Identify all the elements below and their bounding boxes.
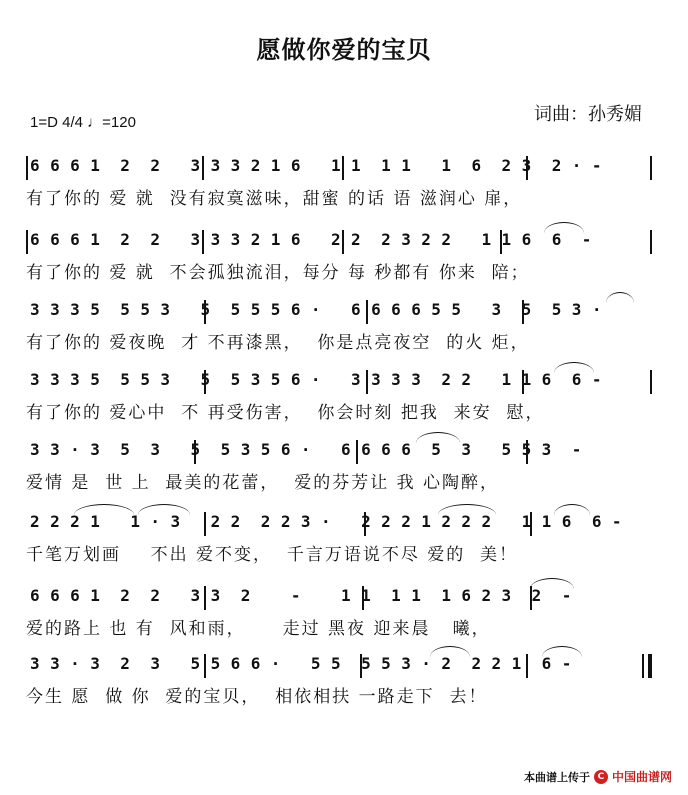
barline <box>500 230 502 254</box>
barline <box>650 370 652 394</box>
barline <box>530 512 532 536</box>
barline <box>202 156 204 180</box>
barline <box>194 440 196 464</box>
barline <box>366 300 368 324</box>
site-name-link[interactable]: 中国曲谱网 <box>611 770 672 784</box>
slur <box>416 432 460 443</box>
barline <box>356 440 358 464</box>
notes-line: 3 3 3 5 5 5 3 5 5 3 5 6 · 3 3 3 3 2 2 1 1 6 6 - <box>30 370 602 389</box>
lyrics-line: 有了你的 爱心中 不 再受伤害， 你会时刻 把我 来安 慰， <box>26 403 545 423</box>
barline <box>364 512 366 536</box>
barline <box>526 440 528 464</box>
score-system-1 <box>26 156 658 212</box>
site-logo-icon: C <box>594 770 608 784</box>
score-system-7 <box>26 586 658 642</box>
slur <box>438 504 496 515</box>
slur <box>542 646 582 657</box>
lyrics-line: 爱情 是 世 上 最美的花蕾， 爱的芬芳让 我 心陶醉， <box>26 473 500 493</box>
notes-line: 6 6 6 1 2 2 3 3 3 2 1 6 2 2 2 3 2 2 1 1 6 6 - <box>30 230 592 249</box>
score-system-4 <box>26 370 658 426</box>
barline <box>204 300 206 324</box>
slur <box>74 504 134 515</box>
barline <box>530 586 532 610</box>
notes-line: 2 2 2 1 1 · 3 2 2 2 2 3 · 2 2 2 1 2 2 2 1 1 6 6 - <box>30 512 622 531</box>
barline <box>204 654 206 678</box>
barline <box>204 512 206 536</box>
barline <box>360 654 362 678</box>
notes-line: 6 6 6 1 2 2 3 3 3 2 1 6 1 1 1 1 1 6 2 3 2 · - <box>30 156 602 175</box>
slur <box>138 504 190 515</box>
barline <box>26 156 28 180</box>
barline <box>362 586 364 610</box>
barline <box>366 370 368 394</box>
score-system-5 <box>26 440 658 496</box>
lyrics-line: 千笔万划画 不出 爱不变， 千言万语说不尽 爱的 美！ <box>26 545 519 565</box>
lyrics-line: 爱的路上 也 有 风和雨， 走过 黑夜 迎来晨 曦， <box>26 619 491 639</box>
barline <box>650 230 652 254</box>
notes-line: 3 3 · 3 2 3 5 5 6 6 · 5 5 5 5 3 · 2 2 2 1 6 - <box>30 654 572 673</box>
barline <box>526 156 528 180</box>
barline <box>202 230 204 254</box>
lyrics-line: 今生 愿 做 你 爱的宝贝， 相依相扶 一路走下 去！ <box>26 687 488 707</box>
lyrics-line: 有了你的 爱夜晚 才 不再漆黑， 你是点亮夜空 的火 炬， <box>26 333 530 353</box>
key-signature: 1=D 4/4 ♩=120 <box>30 114 136 131</box>
barline <box>522 370 524 394</box>
slur <box>530 578 574 589</box>
lyricist-composer-credit: 词曲：孙秀媚 <box>534 104 642 125</box>
barline <box>204 370 206 394</box>
slur <box>606 292 634 303</box>
score-system-3 <box>26 300 658 356</box>
notes-line: 3 3 3 5 5 5 3 5 5 5 5 6 · 6 6 6 6 5 5 3 5 5 3 · <box>30 300 602 319</box>
slur <box>544 222 584 233</box>
slur <box>554 504 590 515</box>
slur <box>554 362 594 373</box>
notes-line: 3 3 · 3 5 3 5 5 3 5 6 · 6 6 6 6 5 3 5 5 3 - <box>30 440 582 459</box>
barline <box>342 156 344 180</box>
score-system-2 <box>26 230 658 286</box>
final-barline <box>642 654 652 678</box>
barline <box>26 230 28 254</box>
upload-notice: 本曲谱上传于 <box>523 770 590 784</box>
score-system-8 <box>26 654 658 710</box>
barline <box>650 156 652 180</box>
lyrics-line: 有了你的 爱 就 不会孤独流泪，每分 每 秒都有 你来 陪； <box>26 263 530 283</box>
score-system-6 <box>26 512 658 568</box>
lyrics-line: 有了你的 爱 就 没有寂寞滋味，甜蜜 的话 语 滋润心 扉， <box>26 189 523 209</box>
notes-line: 6 6 6 1 2 2 3 3 2 - 1 1 1 1 1 6 2 3 2 - <box>30 586 572 605</box>
score-title: 愿做你爱的宝贝 <box>256 36 432 64</box>
barline <box>526 654 528 678</box>
barline <box>342 230 344 254</box>
barline <box>204 586 206 610</box>
site-footer <box>524 768 672 785</box>
slur <box>430 646 470 657</box>
barline <box>522 300 524 324</box>
